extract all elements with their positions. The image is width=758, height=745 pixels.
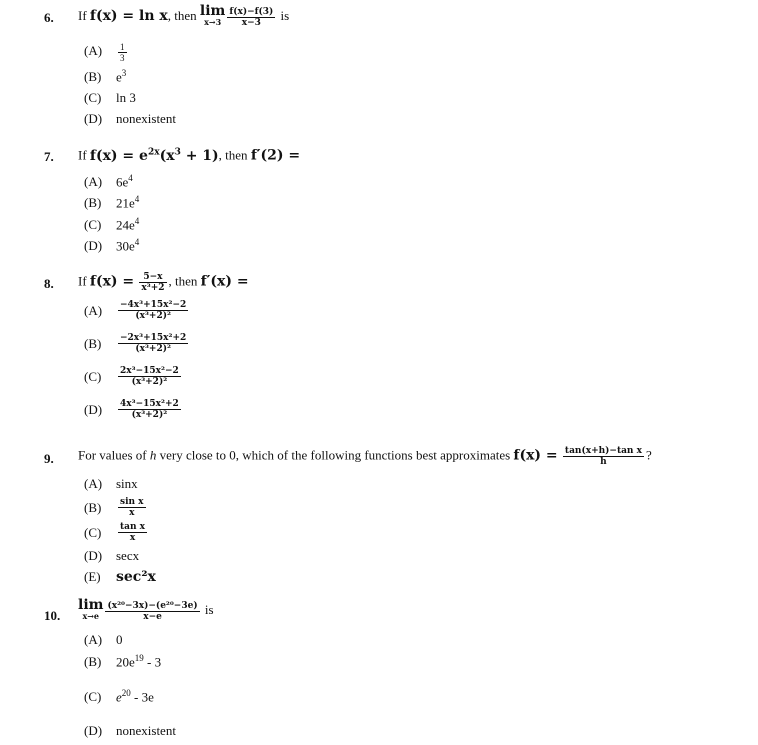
option-d: (D) secx bbox=[84, 548, 140, 563]
option-fraction: $\frac{\text{sin x}}{x}$ bbox=[120, 497, 144, 518]
option-c: (C) $\frac{\text{2x³−15x²−2}}{\text{(x³+2)²}}$ bbox=[84, 366, 179, 387]
question-number: 9. bbox=[44, 451, 54, 466]
function-fraction: $\frac{5-x}{\text{x³+2}}$ bbox=[141, 272, 165, 293]
option-fraction: $\frac{\text{−2x³+15x²+2}}{\text{(x³+2)²}}$ bbox=[120, 333, 187, 354]
option-fraction: $\frac{\text{tan x}}{x}$ bbox=[120, 522, 146, 543]
option-b: (B) $20e^{19} - 3$ bbox=[84, 653, 162, 670]
question-stem: If f(x) = ln x, then lim x→3 $\frac{f(x)-f(3)}{x-3}$ is bbox=[78, 3, 290, 28]
question-stem: lim x→e $\frac{\text{(x²⁰−3x)−(e²⁰−3e)}}{x-e}$ is bbox=[78, 597, 214, 622]
limit-operator: lim x→e bbox=[78, 597, 104, 621]
question-number: 8. bbox=[44, 276, 54, 291]
option-fraction: $\frac{\text{−4x³+15x²−2}}{\text{(x³+2)²}}$ bbox=[120, 300, 187, 321]
question-number: 10. bbox=[44, 608, 61, 623]
option-b: (B) $e^3$ bbox=[84, 68, 127, 85]
option-a: (A) $6e^4$ bbox=[84, 173, 133, 190]
option-c: (C) ln 3 bbox=[84, 90, 136, 105]
option-c: (C) $e^{20} - 3e$ bbox=[84, 688, 154, 705]
question-number: 6. bbox=[44, 10, 54, 25]
option-b: (B) $\frac{\text{sin x}}{x}$ bbox=[84, 497, 144, 518]
option-d: (D) $\frac{\text{4x³−15x²+2}}{\text{(x³+2)²}}$ bbox=[84, 399, 179, 420]
option-e: (E) sec²x bbox=[84, 569, 156, 585]
limit-fraction: $\frac{\text{(x²⁰−3x)−(e²⁰−3e)}}{x-e}$ bbox=[107, 600, 198, 622]
option-d: (D) $30e^4$ bbox=[84, 237, 140, 254]
option-a: (A) sinx bbox=[84, 476, 138, 491]
function-fraction: $\frac{\text{tan(x+h)−tan x}}{h}$ bbox=[564, 446, 642, 467]
option-fraction: $\frac{\text{2x³−15x²−2}}{\text{(x³+2)²}}$ bbox=[120, 366, 179, 387]
derivative-expression: f′(x) = bbox=[200, 273, 249, 290]
option-c: (C) $24e^4$ bbox=[84, 216, 140, 233]
function-definition: $f(x) = e^{2x}(x^3 + 1)$ bbox=[89, 147, 219, 164]
option-fraction: $\frac{\text{4x³−15x²+2}}{\text{(x³+2)²}}$ bbox=[120, 399, 179, 420]
question-stem: If f(x) = $\frac{5-x}{\text{x³+2}}$ , then f′(x) = bbox=[78, 272, 249, 293]
option-c: (C) $\frac{\text{tan x}}{x}$ bbox=[84, 522, 146, 543]
option-a: (A) 0 bbox=[84, 632, 123, 647]
option-d: (D) nonexistent bbox=[84, 111, 176, 126]
derivative-expression: f′(2) = bbox=[250, 147, 301, 164]
option-fraction: $\frac{1}{3}$ bbox=[120, 42, 125, 63]
limit-operator: lim x→3 bbox=[199, 3, 226, 27]
option-d: (D) nonexistent bbox=[84, 723, 176, 738]
option-b: (B) $\frac{\text{−2x³+15x²+2}}{\text{(x³+2)²}}$ bbox=[84, 333, 187, 354]
function-definition: f(x) = ln x bbox=[89, 7, 168, 24]
question-stem: If $f(x) = e^{2x}(x^3 + 1)$, then f′(2) = bbox=[78, 147, 301, 164]
option-a: (A) $\frac{\text{−4x³+15x²−2}}{\text{(x³+2)²}}$ bbox=[84, 300, 187, 321]
option-b: (B) $21e^4$ bbox=[84, 194, 140, 211]
question-number: 7. bbox=[44, 149, 54, 164]
question-stem: For values of h very close to 0, which of the following functions best approximates f(x) = $\frac{\text{tan(x+h)−tan x}}{h}$ ? bbox=[78, 446, 652, 467]
limit-fraction: $\frac{f(x)-f(3)}{x-3}$ bbox=[229, 6, 274, 28]
option-a: (A) $\frac{1}{3}$ bbox=[84, 42, 125, 63]
